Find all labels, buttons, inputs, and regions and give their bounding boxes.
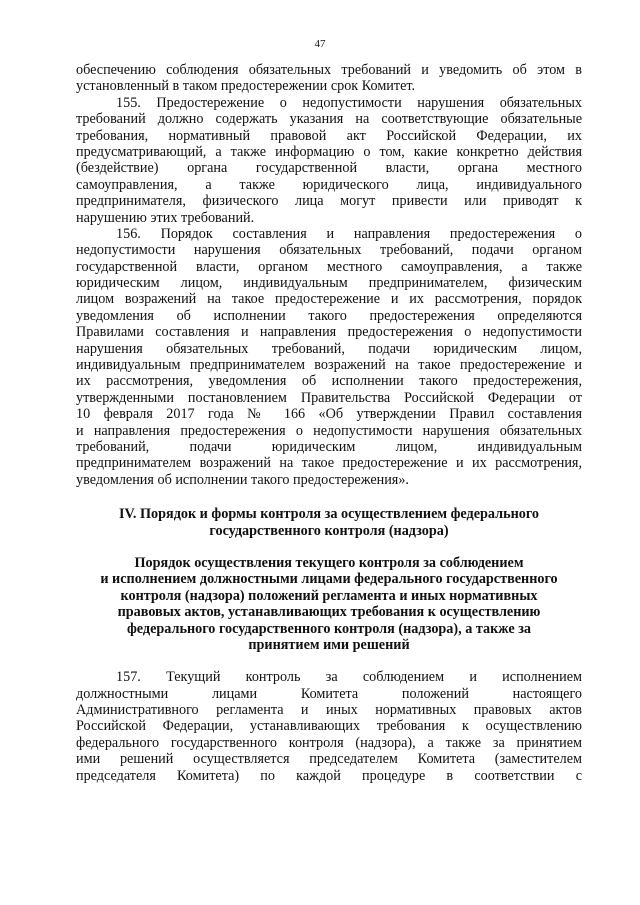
text-line: 10 февраля 2017 года № 166 «Об утверждении Правил составления [76, 406, 582, 423]
text-line: председателя Комитета) по каждой процедуре в соответствии с [76, 767, 582, 784]
text-line: Административного регламента и иных нормативных правовых актов [76, 702, 582, 719]
text-line: их рассмотрения, уведомления об исполнении такого предостережения, [76, 373, 582, 390]
document-body [76, 62, 582, 784]
text-line: должностными лицами Комитета положений настоящего [76, 685, 582, 702]
text-line: юридическим лицом, индивидуальным предпринимателем, физическим [76, 275, 582, 292]
text-line: требования, нормативный правовой акт Российской Федерации, их [76, 127, 582, 144]
text-line: Правилами составления и направления предостережения о недопустимости [76, 324, 582, 341]
heading-line: IV. Порядок и формы контроля за осуществлением федерального [118, 506, 540, 523]
text-line: недопустимости нарушения обязательных требований, подачи органом [76, 242, 582, 259]
text-line: уведомления об исполнении такого предостережения». [76, 471, 409, 488]
paragraph-157 [76, 669, 582, 784]
text-line: ими решений осуществляется председателем Комитета (заместителем [76, 751, 582, 768]
section-heading [76, 506, 582, 539]
text-line: (бездействие) органа государственной власти, органа местного [76, 160, 582, 177]
text-line: 157. Текущий контроль за соблюдением и исполнением [116, 669, 582, 686]
text-line: и направления предостережения о недопустимости нарушения обязательных [76, 422, 582, 439]
text-line: нарушения обязательных требований, подачи юридическим лицом, [76, 340, 582, 357]
text-line: требований, подачи юридическим лицом, индивидуальным [76, 438, 582, 455]
text-line: 156. Порядок составления и направления предостережения о [116, 225, 582, 242]
paragraph-155 [76, 95, 582, 226]
heading-line: федерального государственного контроля (надзора), а также за [126, 620, 532, 637]
heading-line: принятием ими решений [248, 636, 410, 653]
text-line: уведомления об исполнении такого предостережения определяются [76, 307, 582, 324]
text-line: федерального государственного контроля (надзора), а также за принятием [76, 734, 582, 751]
text-line: государственной власти, органом местного самоуправления, а также [76, 258, 582, 275]
text-line: установленный в таком предостережении срок Комитет. [76, 78, 416, 95]
subsection-heading [76, 555, 582, 653]
text-line: самоуправления, а также юридического лица, индивидуального [76, 176, 582, 193]
text-line: предпринимателя, физического лица могут привести или приводят к [76, 193, 582, 210]
paragraph-156 [76, 226, 582, 488]
heading-line: контроля (надзора) положений регламента и иных нормативных [120, 587, 538, 604]
text-line: лицом возражений на такое предостережение и их рассмотрения, порядок [76, 291, 582, 308]
text-line: индивидуальным предпринимателем возражений на такое предостережение и [76, 357, 582, 374]
continuation-paragraph [76, 62, 582, 95]
text-line: предпринимателем возражений на такое предостережение и их рассмотрения, [76, 455, 582, 472]
heading-line: и исполнением должностными лицами федерального государственного [100, 571, 558, 588]
heading-line: Порядок осуществления текущего контроля за соблюдением [134, 554, 524, 571]
text-line: нарушению этих требований. [76, 209, 255, 226]
text-line: 155. Предостережение о недопустимости нарушения обязательных [116, 94, 582, 111]
text-line: обеспечению соблюдения обязательных требований и уведомить об этом в [76, 62, 582, 78]
text-line: утвержденными постановлением Правительства Российской Федерации от [76, 389, 582, 406]
text-line: Российской Федерации, устанавливающих требования к осуществлению [76, 718, 582, 735]
heading-line: государственного контроля (надзора) [209, 522, 449, 539]
text-line: требований должно содержать указания на соответствующие обязательные [76, 111, 582, 128]
heading-line: правовых актов, устанавливающих требования к осуществлению [117, 604, 541, 621]
page-number: 47 [314, 38, 326, 50]
text-line: предусматривающий, а также информацию о том, какие конкретно действия [76, 143, 582, 160]
